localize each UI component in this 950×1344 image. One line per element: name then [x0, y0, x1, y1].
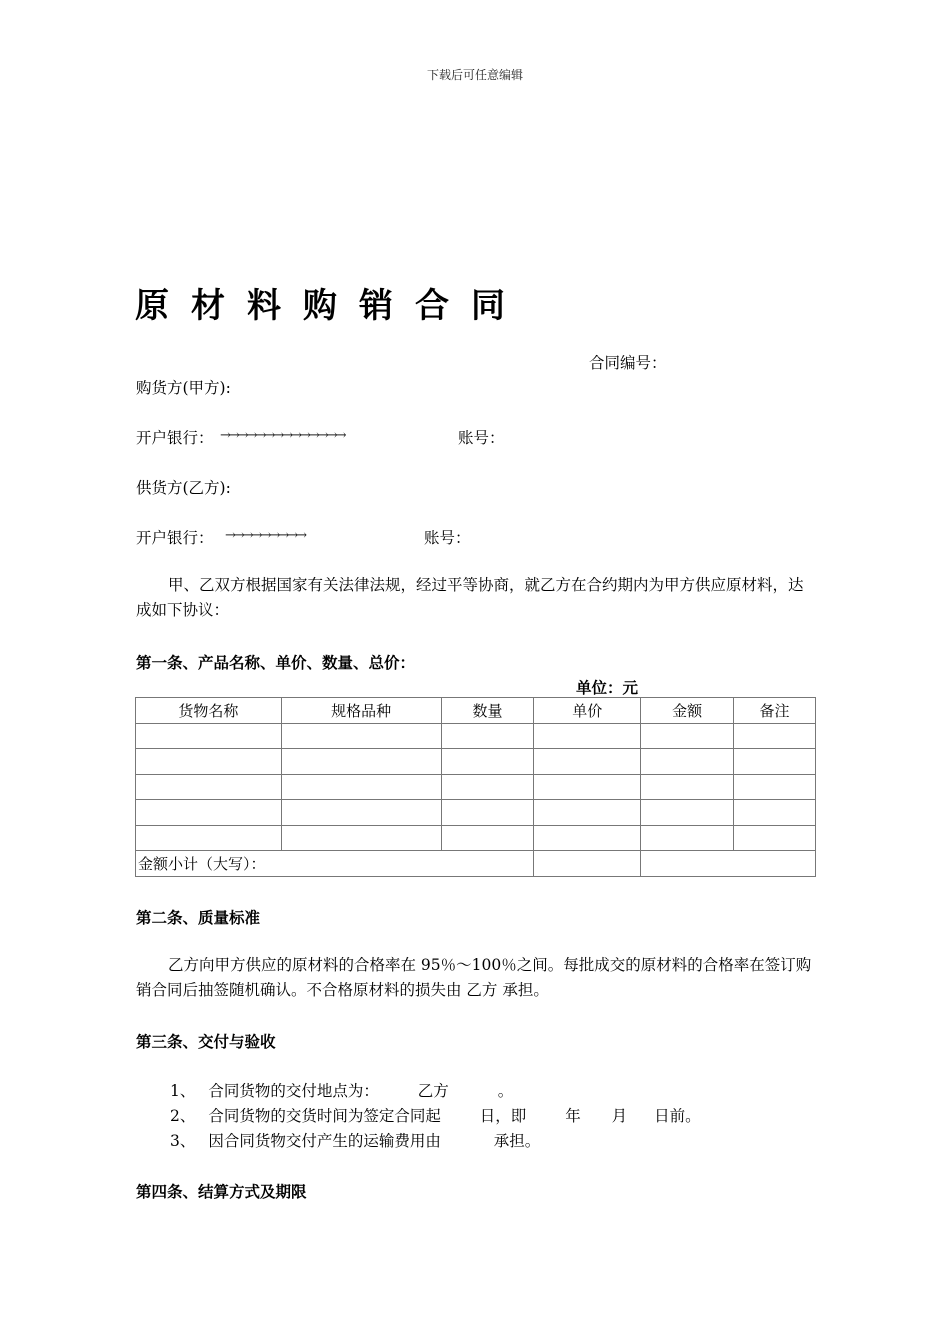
- cell[interactable]: [734, 774, 816, 800]
- cell[interactable]: [136, 825, 282, 851]
- header-amount: 金额: [641, 698, 734, 724]
- cell[interactable]: [281, 749, 441, 775]
- cell[interactable]: [136, 723, 282, 749]
- article2-heading: 第二条、质量标准: [136, 909, 261, 927]
- article3-heading: 第三条、交付与验收: [136, 1033, 276, 1051]
- item-text: 合同货物的交付地点为：: [208, 1082, 379, 1100]
- cell[interactable]: [136, 749, 282, 775]
- cell[interactable]: [534, 749, 641, 775]
- subtotal-row: [136, 851, 816, 877]
- buyer-label: 购货方(甲方):: [136, 379, 231, 397]
- cell[interactable]: [441, 825, 534, 851]
- cell[interactable]: [734, 749, 816, 775]
- cell[interactable]: [281, 723, 441, 749]
- header-quantity: 数量: [441, 698, 534, 724]
- table-row: [136, 749, 816, 775]
- contract-number-label: 合同编号：: [589, 354, 667, 372]
- cell[interactable]: [641, 800, 734, 826]
- cell[interactable]: [534, 825, 641, 851]
- item-number: 1、: [170, 1082, 196, 1100]
- cell[interactable]: [534, 774, 641, 800]
- item-end: 承担。: [493, 1132, 541, 1150]
- cell[interactable]: [441, 774, 534, 800]
- cell[interactable]: [281, 774, 441, 800]
- buyer-bank-label: 开户银行：: [136, 429, 214, 447]
- item-month-label: 月: [611, 1107, 628, 1125]
- article1-heading: 第一条、产品名称、单价、数量、总价：: [136, 654, 416, 672]
- header-note: 下载后可任意编辑: [426, 68, 523, 82]
- item-day-label: 日，即: [479, 1107, 527, 1125]
- goods-table: [135, 697, 816, 877]
- item-year-label: 年: [565, 1107, 581, 1125]
- subtotal-label: 金额小计（大写）：: [136, 851, 534, 877]
- cell[interactable]: [734, 723, 816, 749]
- page-title: 原材料购销合同: [135, 286, 527, 326]
- header-spec: 规格品种: [281, 698, 441, 724]
- header-goods-name: 货物名称: [136, 698, 282, 724]
- seller-account-label: 账号：: [424, 529, 471, 547]
- table-row: [136, 723, 816, 749]
- article2-paragraph: 乙方向甲方供应的原材料的合格率在 95％～100％之间。每批成交的原材料的合格率在签订购销合同后抽签随机确认。不合格原材料的损失由 乙方 承担。: [136, 956, 812, 999]
- seller-bank-label: 开户银行：: [136, 529, 214, 547]
- cell[interactable]: [441, 800, 534, 826]
- unit-note: 单位：元: [576, 679, 639, 697]
- buyer-bank-fill: →→→→→→→→→→→→→→: [220, 428, 345, 443]
- header-remarks: 备注: [734, 698, 816, 724]
- cell[interactable]: [534, 800, 641, 826]
- item-number: 3、: [170, 1132, 196, 1150]
- item-text: 合同货物的交货时间为签定合同起: [208, 1107, 441, 1125]
- subtotal-cell[interactable]: [534, 851, 641, 877]
- cell[interactable]: [734, 825, 816, 851]
- item-end: 。: [497, 1082, 514, 1100]
- cell[interactable]: [641, 774, 734, 800]
- item-fill: 乙方: [417, 1082, 449, 1100]
- article3-item-2: [170, 1104, 701, 1126]
- cell[interactable]: [441, 723, 534, 749]
- item-date-end: 日前。: [654, 1107, 701, 1125]
- cell[interactable]: [641, 723, 734, 749]
- article4-heading: 第四条、结算方式及期限: [136, 1183, 307, 1201]
- table-row: [136, 774, 816, 800]
- intro-paragraph: 甲、乙双方根据国家有关法律法规，经过平等协商，就乙方在合约期内为甲方供应原材料，达成如下协议：: [136, 576, 804, 619]
- article3-item-1: [170, 1079, 513, 1101]
- cell[interactable]: [136, 800, 282, 826]
- item-number: 2、: [170, 1107, 196, 1125]
- table-row: [136, 825, 816, 851]
- seller-bank-fill: →→→→→→→→→: [225, 528, 306, 543]
- cell[interactable]: [734, 800, 816, 826]
- table-header-row: [136, 698, 816, 724]
- seller-label: 供货方(乙方):: [136, 479, 231, 497]
- subtotal-amount-cell[interactable]: [641, 851, 816, 877]
- cell[interactable]: [641, 749, 734, 775]
- buyer-account-label: 账号：: [458, 429, 505, 447]
- cell[interactable]: [281, 825, 441, 851]
- header-unit-price: 单价: [534, 698, 641, 724]
- article3-item-3: [170, 1129, 540, 1151]
- cell[interactable]: [441, 749, 534, 775]
- cell[interactable]: [534, 723, 641, 749]
- item-text: 因合同货物交付产生的运输费用由: [208, 1132, 441, 1150]
- cell[interactable]: [641, 825, 734, 851]
- table-row: [136, 800, 816, 826]
- cell[interactable]: [136, 774, 282, 800]
- cell[interactable]: [281, 800, 441, 826]
